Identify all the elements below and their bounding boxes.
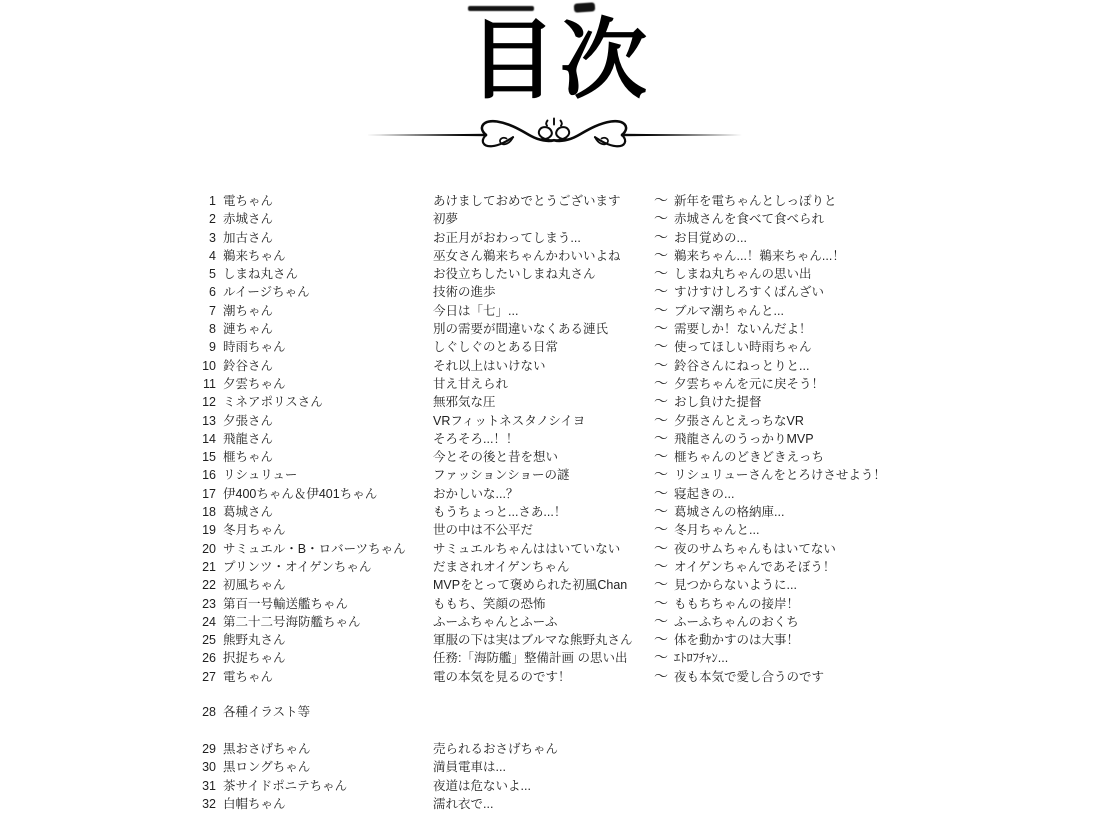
toc-entry-number: 27 bbox=[202, 669, 216, 684]
toc-entry-number: 19 bbox=[202, 523, 216, 538]
toc-entry-subtitle: ももちちゃんの接岸！ bbox=[674, 596, 800, 611]
toc-entry-title: もうちょっと...さあ...！ bbox=[433, 505, 567, 520]
toc-entry-character: 黒ロングちゃん bbox=[223, 760, 311, 775]
tilde-separator: 〜 bbox=[654, 228, 668, 245]
toc-entry-character: プリンツ・オイゲンちゃん bbox=[223, 559, 372, 574]
toc-row bbox=[192, 758, 886, 776]
toc-entry-subtitle: 鈴谷さんにねっとりと... bbox=[674, 358, 810, 373]
toc-entry-subtitle: 冬月ちゃんと... bbox=[674, 523, 760, 538]
toc-row bbox=[192, 630, 886, 648]
tilde-separator: 〜 bbox=[654, 320, 668, 337]
toc-entry-character: 鈴谷さん bbox=[223, 358, 274, 373]
toc-row bbox=[192, 465, 886, 483]
section-gap bbox=[192, 685, 886, 703]
toc-entry-character: 加古さん bbox=[223, 230, 274, 245]
toc-entry-number: 12 bbox=[202, 395, 216, 410]
toc-entry-subtitle: 榧ちゃんのどきどきえっち bbox=[674, 450, 825, 465]
tilde-separator: 〜 bbox=[654, 210, 668, 227]
toc-entry-title: あけましておめでとうございます bbox=[433, 194, 621, 208]
toc-entry-subtitle: 赤城さんを食べて食べられ bbox=[674, 212, 825, 227]
toc-row bbox=[192, 337, 886, 355]
toc-entry-subtitle: しまね丸ちゃんの思い出 bbox=[674, 267, 812, 282]
toc-entry-number: 2 bbox=[209, 212, 216, 227]
toc-entry-title: 初夢 bbox=[433, 212, 459, 227]
toc-row bbox=[192, 539, 886, 557]
toc-row bbox=[192, 447, 886, 465]
toc-entry-character: 潮ちゃん bbox=[223, 303, 274, 318]
toc-entry-title: 技術の進歩 bbox=[433, 285, 496, 300]
toc-entry-subtitle: 新年を電ちゃんとしっぽりと bbox=[674, 194, 837, 208]
flourish-icon bbox=[364, 116, 744, 152]
tilde-separator: 〜 bbox=[654, 246, 668, 263]
toc-entry-subtitle: 夕雲ちゃんを元に戻そう！ bbox=[674, 376, 825, 391]
toc-entry-title: 売られるおさげちゃん bbox=[433, 741, 559, 756]
toc-entry-subtitle: 鵜来ちゃん...！鵜来ちゃん...！ bbox=[674, 248, 845, 263]
scan-artifact bbox=[468, 6, 534, 11]
toc-entry-title: ふーふちゃんとふーふ bbox=[433, 614, 558, 629]
toc-row bbox=[192, 777, 886, 795]
toc-entry-number: 31 bbox=[202, 778, 216, 793]
toc-row bbox=[192, 520, 886, 538]
toc-entry-number: 30 bbox=[202, 760, 216, 775]
toc-entry-title: サミュエルちゃんははいていない bbox=[433, 541, 621, 556]
tilde-separator: 〜 bbox=[654, 411, 668, 428]
toc-entry-character: 伊400ちゃん＆伊401ちゃん bbox=[223, 486, 378, 501]
tilde-separator: 〜 bbox=[654, 484, 668, 501]
tilde-separator: 〜 bbox=[654, 612, 668, 629]
toc-entry-character: 電ちゃん bbox=[223, 194, 274, 208]
toc-entry-character: 初風ちゃん bbox=[223, 578, 286, 593]
toc-entry-number: 17 bbox=[202, 486, 216, 501]
toc-entry-character: 冬月ちゃん bbox=[223, 523, 286, 538]
toc-row bbox=[192, 374, 886, 392]
toc-entry-character: 第百一号輸送艦ちゃん bbox=[223, 596, 349, 611]
toc-entry-subtitle: 夕張さんとえっちなVR bbox=[674, 413, 804, 428]
toc-entry-number: 32 bbox=[202, 796, 216, 811]
toc-entry-title: 満員電車は... bbox=[433, 760, 506, 775]
toc-entry-subtitle: 需要しか！ないんだよ！ bbox=[674, 322, 812, 337]
toc-row bbox=[192, 319, 886, 337]
toc-entry-title: 今とその後と昔を想い bbox=[433, 450, 559, 465]
toc-entry-subtitle: 使ってほしい時雨ちゃん bbox=[674, 340, 812, 355]
toc-entry-number: 6 bbox=[209, 285, 216, 300]
toc-entry-character: 白帽ちゃん bbox=[223, 796, 286, 811]
tilde-separator: 〜 bbox=[654, 557, 668, 574]
toc-entry-title: 夜道は危ないよ... bbox=[433, 778, 531, 793]
toc-entry-subtitle: リシュリューさんをとろけさせよう！ bbox=[674, 468, 886, 483]
tilde-separator: 〜 bbox=[654, 338, 668, 355]
toc-entry-subtitle: ブルマ潮ちゃんと... bbox=[674, 303, 784, 318]
toc-entry-number: 13 bbox=[202, 413, 216, 428]
toc-entry-character: ミネアポリスさん bbox=[223, 395, 323, 410]
ornamental-divider bbox=[364, 116, 744, 152]
toc-entry-subtitle: 夜のサムちゃんもはいてない bbox=[674, 541, 836, 556]
toc-entry-title: 任務:「海防艦」整備計画 の思い出 bbox=[433, 651, 628, 666]
tilde-separator: 〜 bbox=[654, 283, 668, 300]
toc-row bbox=[192, 429, 886, 447]
toc-entry-title: 世の中は不公平だ bbox=[433, 523, 534, 538]
toc-entry-number: 16 bbox=[202, 468, 216, 483]
toc-entry-number: 4 bbox=[209, 248, 216, 263]
toc-entry-subtitle: ふーふちゃんのおくち bbox=[674, 614, 799, 629]
tilde-separator: 〜 bbox=[654, 576, 668, 593]
toc-entry-number: 26 bbox=[202, 651, 216, 666]
toc-entry-number: 25 bbox=[202, 633, 216, 648]
toc-entry-subtitle: 体を動かすのは大事！ bbox=[674, 633, 800, 648]
toc-entry-number: 20 bbox=[202, 541, 216, 556]
toc-entry-number: 7 bbox=[209, 303, 216, 318]
toc-row bbox=[192, 264, 886, 282]
toc-entry-title: MVPをとって褒められた初風Chan bbox=[433, 578, 628, 593]
tilde-separator: 〜 bbox=[654, 631, 668, 648]
toc-list bbox=[192, 191, 886, 813]
toc-entry-title: それ以上はいけない bbox=[433, 358, 546, 373]
toc-entry-title: だまされオイゲンちゃん bbox=[433, 559, 570, 574]
toc-entry-title: お正月がおわってしまう... bbox=[433, 230, 581, 245]
tilde-separator: 〜 bbox=[654, 301, 668, 318]
toc-row bbox=[192, 612, 886, 630]
toc-entry-subtitle: 寝起きの... bbox=[674, 486, 735, 501]
tilde-separator: 〜 bbox=[654, 356, 668, 373]
toc-entry-title: しぐしぐのとある日常 bbox=[433, 340, 559, 355]
toc-entry-character: 飛龍さん bbox=[223, 431, 274, 446]
toc-row bbox=[192, 648, 886, 666]
toc-entry-character: リシュリュー bbox=[223, 468, 298, 483]
toc-row bbox=[192, 356, 886, 374]
toc-entry-title: 今日は「七」... bbox=[433, 303, 519, 318]
toc-entry-character: 熊野丸さん bbox=[223, 633, 286, 648]
toc-entry-character: 鵜来ちゃん bbox=[223, 248, 286, 263]
toc-entry-character: 択捉ちゃん bbox=[223, 651, 286, 666]
toc-row bbox=[192, 557, 886, 575]
tilde-separator: 〜 bbox=[654, 667, 668, 684]
toc-entry-character: 第二十二号海防艦ちゃん bbox=[223, 614, 361, 629]
toc-entry-title: 濡れ衣で... bbox=[433, 796, 494, 811]
toc-entry-character: 時雨ちゃん bbox=[223, 340, 286, 355]
toc-row bbox=[192, 411, 886, 429]
toc-row bbox=[192, 191, 886, 209]
toc-entry-title: 無邪気な圧 bbox=[433, 395, 496, 410]
tilde-separator: 〜 bbox=[654, 503, 668, 520]
toc-entry-title: 巫女さん鵜来ちゃんかわいいよね bbox=[433, 248, 621, 263]
toc-entry-number: 11 bbox=[203, 376, 216, 391]
tilde-separator: 〜 bbox=[654, 649, 668, 666]
toc-entry-number: 8 bbox=[209, 322, 216, 337]
tilde-separator: 〜 bbox=[654, 448, 668, 465]
tilde-separator: 〜 bbox=[654, 429, 668, 446]
toc-entry-character: 各種イラスト等 bbox=[223, 705, 311, 720]
tilde-separator: 〜 bbox=[654, 393, 668, 410]
toc-entry-character: 茶サイドポニテちゃん bbox=[223, 778, 348, 793]
toc-row bbox=[192, 301, 886, 319]
tilde-separator: 〜 bbox=[654, 374, 668, 391]
toc-entry-character: 漣ちゃん bbox=[223, 322, 274, 337]
toc-entry-character: 葛城さん bbox=[223, 505, 274, 520]
toc-entry-character: 夕張さん bbox=[223, 413, 274, 428]
toc-entry-number: 22 bbox=[202, 578, 216, 593]
toc-entry-number: 24 bbox=[202, 614, 216, 629]
toc-row bbox=[192, 209, 886, 227]
toc-entry-number: 14 bbox=[202, 431, 216, 446]
toc-entry-subtitle: すけすけしろすくばんざい bbox=[674, 285, 825, 300]
toc-entry-title: ファッションショーの謎 bbox=[433, 468, 570, 483]
toc-entry-number: 18 bbox=[202, 505, 216, 520]
tilde-separator: 〜 bbox=[654, 192, 668, 208]
tilde-separator: 〜 bbox=[654, 539, 668, 556]
toc-entry-number: 29 bbox=[202, 741, 216, 756]
toc-row bbox=[192, 740, 886, 758]
toc-entry-number: 15 bbox=[202, 450, 216, 465]
toc-entry-subtitle: オイゲンちゃんであそぼう！ bbox=[674, 559, 836, 574]
toc-entry-number: 3 bbox=[209, 230, 216, 245]
toc-entry-character: 榧ちゃん bbox=[223, 450, 274, 465]
toc-entry-subtitle: 飛龍さんのうっかりMVP bbox=[674, 431, 814, 446]
toc-entry-subtitle: お目覚めの... bbox=[674, 230, 747, 245]
toc-entry-title: お役立ちしたいしまね丸さん bbox=[433, 267, 596, 282]
toc-row bbox=[192, 392, 886, 410]
toc-entry-number: 21 bbox=[202, 559, 216, 574]
tilde-separator: 〜 bbox=[654, 594, 668, 611]
toc-entry-character: サミュエル・B・ロバーツちゃん bbox=[223, 541, 406, 556]
toc-entry-number: 5 bbox=[209, 267, 216, 282]
toc-entry-subtitle: ｴﾄﾛﾌﾁｬﾝ... bbox=[674, 651, 729, 666]
toc-row bbox=[192, 228, 886, 246]
toc-row bbox=[192, 575, 886, 593]
toc-row bbox=[192, 282, 886, 300]
toc-row bbox=[192, 502, 886, 520]
toc-row bbox=[192, 246, 886, 264]
toc-entry-number: 23 bbox=[202, 596, 216, 611]
toc-entry-character: しまね丸さん bbox=[223, 267, 299, 282]
toc-row bbox=[192, 795, 886, 813]
page-title: 目次 bbox=[469, 12, 651, 109]
tilde-separator: 〜 bbox=[654, 265, 668, 282]
toc-entry-character: 電ちゃん bbox=[223, 669, 274, 684]
toc-row bbox=[192, 594, 886, 612]
tilde-separator: 〜 bbox=[654, 466, 668, 483]
toc-entry-subtitle: 葛城さんの格納庫... bbox=[674, 505, 785, 520]
toc-entry-character: 黒おさげちゃん bbox=[223, 741, 311, 756]
toc-entry-number: 28 bbox=[202, 705, 216, 720]
toc-entry-title: 電の本気を見るのです！ bbox=[433, 669, 571, 684]
toc-entry-title: おかしいな...？ bbox=[433, 486, 519, 501]
toc-entry-number: 10 bbox=[202, 358, 216, 373]
toc-entry-title: 甘え甘えられ bbox=[433, 376, 509, 391]
toc-entry-subtitle: 夜も本気で愛し合うのです bbox=[674, 669, 825, 684]
toc-entry-character: ルイージちゃん bbox=[223, 285, 310, 300]
toc-entry-subtitle: おし負けた提督 bbox=[674, 395, 762, 410]
toc-entry-subtitle: 見つからないように... bbox=[674, 578, 797, 593]
toc-row bbox=[192, 667, 886, 685]
toc-entry-title: VRフィットネスタノシイヨ bbox=[433, 413, 586, 428]
toc-entry-character: 赤城さん bbox=[223, 212, 274, 227]
toc-entry-character: 夕雲ちゃん bbox=[223, 376, 286, 391]
toc-entry-title: 別の需要が間違いなくある漣氏 bbox=[433, 322, 609, 337]
toc-entry-title: 軍服の下は実はブルマな熊野丸さん bbox=[433, 633, 633, 648]
toc-entry-number: 1 bbox=[209, 194, 216, 208]
toc-entry-number: 9 bbox=[209, 340, 216, 355]
toc-row bbox=[192, 484, 886, 502]
toc-row bbox=[192, 703, 886, 721]
section-gap bbox=[192, 722, 886, 740]
tilde-separator: 〜 bbox=[654, 521, 668, 538]
toc-entry-title: そろそろ...！！ bbox=[433, 431, 519, 446]
toc-entry-title: ももち、笑顔の恐怖 bbox=[433, 596, 546, 611]
